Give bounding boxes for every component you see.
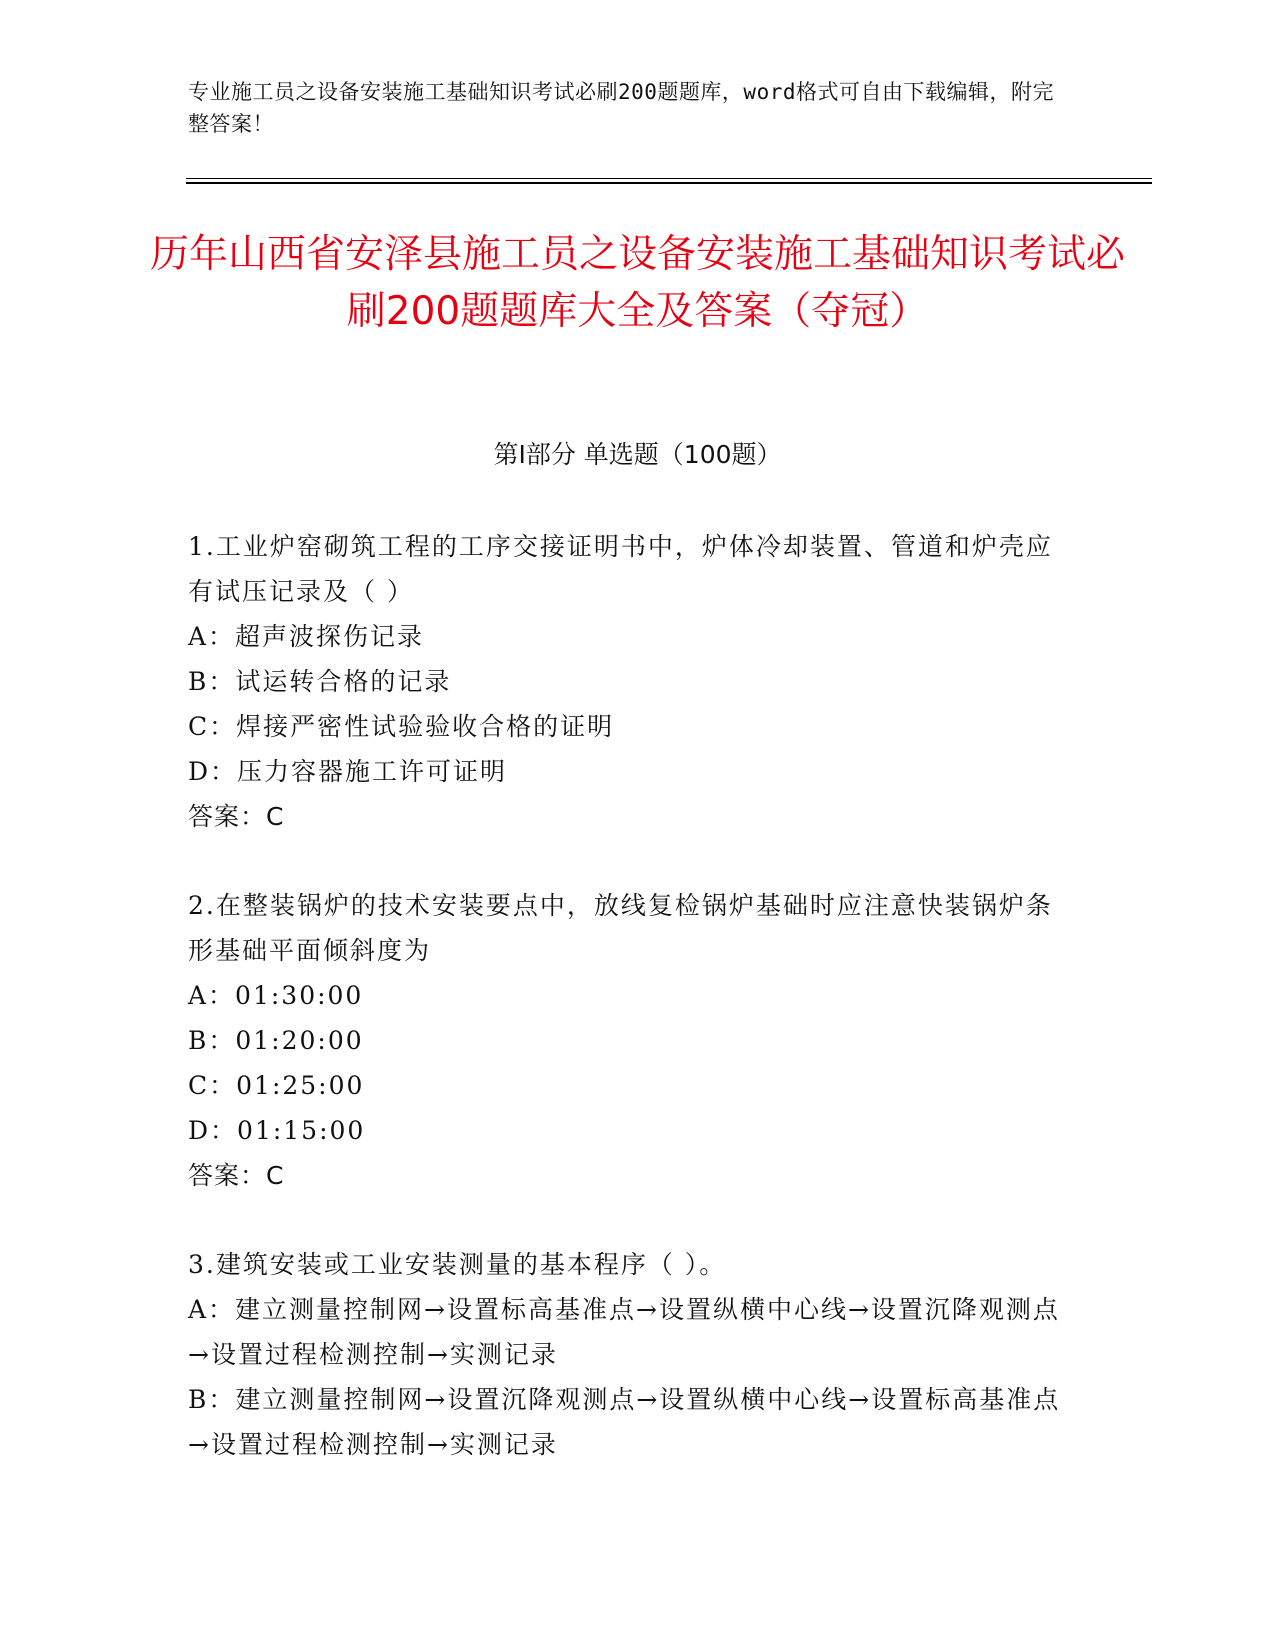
option-b: B：01:20:00 (188, 1026, 364, 1055)
document-title: 历年山西省安泽县施工员之设备安装施工基础知识考试必刷200题题库大全及答案（夺冠） (150, 232, 1126, 334)
header-note: 专业施工员之设备安装施工基础知识考试必刷200题题库，word格式可自由下载编辑，附完整答案！ (188, 80, 1054, 136)
question-stem: 2.在整装锅炉的技术安装要点中，放线复检锅炉基础时应注意快装锅炉条形基础平面倾斜度为 (188, 891, 1053, 965)
answer-line: 答案：C (188, 802, 285, 831)
question-list (188, 524, 1078, 1511)
section-title: 第Ⅰ部分 单选题（100题） (493, 440, 782, 469)
option-a: A：01:30:00 (188, 981, 364, 1010)
option-c: C：焊接严密性试验验收合格的证明 (188, 712, 615, 741)
option-a: A：建立测量控制网→设置标高基准点→设置纵横中心线→设置沉降观测点→设置过程检测控制→实测记录 (188, 1295, 1060, 1369)
header-rule-thin (186, 178, 1152, 179)
question-1 (188, 524, 1078, 839)
question-3 (188, 1242, 1078, 1467)
option-b: B：试运转合格的记录 (188, 667, 452, 696)
answer-line: 答案：C (188, 1161, 285, 1190)
option-c: C：01:25:00 (188, 1071, 365, 1100)
question-stem: 1.工业炉窑砌筑工程的工序交接证明书中，炉体冷却装置、管道和炉壳应有试压记录及（ ） (188, 532, 1053, 606)
header-rule-thick (186, 182, 1152, 184)
question-2 (188, 883, 1078, 1198)
option-a: A：超声波探伤记录 (188, 622, 425, 651)
question-stem: 3.建筑安装或工业安装测量的基本程序（ ）。 (188, 1250, 727, 1279)
option-b: B：建立测量控制网→设置沉降观测点→设置纵横中心线→设置标高基准点→设置过程检测控制→实测记录 (188, 1385, 1061, 1459)
option-d: D：压力容器施工许可证明 (188, 757, 508, 786)
option-d: D：01:15:00 (188, 1116, 366, 1145)
